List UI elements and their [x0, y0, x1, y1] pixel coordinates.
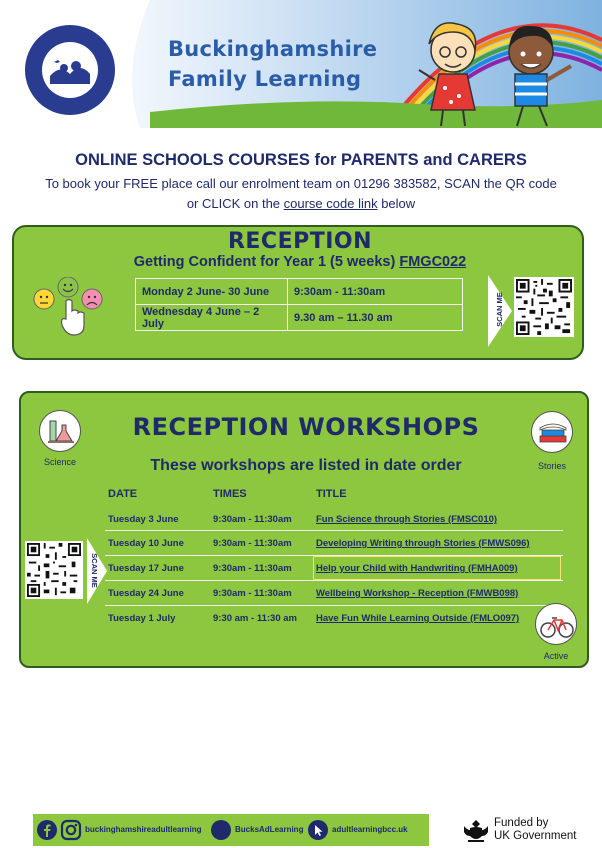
- row-divider: [105, 605, 563, 606]
- twitter-handle[interactable]: BucksAdLearning: [235, 825, 304, 834]
- brand-line-1: Buckinghamshire: [168, 37, 378, 61]
- scan-me-label: SCAN ME: [494, 292, 504, 327]
- course-title: Getting Confident for Year 1 (5 weeks): [133, 254, 400, 270]
- workshop-date: Tuesday 10 June: [108, 538, 184, 549]
- workshop-date: Tuesday 3 June: [108, 514, 179, 525]
- scan-me-label: SCAN ME: [89, 553, 99, 588]
- instagram-icon[interactable]: [60, 819, 82, 841]
- table-row: [136, 305, 463, 331]
- col-header-title: TITLE: [316, 488, 347, 500]
- stories-label: Stories: [537, 461, 566, 471]
- workshop-time: 9:30am - 11:30am: [213, 588, 292, 599]
- science-icon: [39, 410, 81, 452]
- session-dates: Wednesday 4 June – 2 July: [136, 305, 288, 331]
- reception-schedule-table: [135, 278, 463, 331]
- reception-qr-code[interactable]: [514, 277, 574, 337]
- feelings-emoji-icon: [32, 277, 112, 339]
- intro-instructions: To book your FREE place call our enrolment team on 01296 383582, SCAN the QR code: [45, 176, 557, 191]
- funded-line-1: Funded by: [494, 817, 549, 829]
- cursor-icon[interactable]: [307, 819, 329, 841]
- workshops-heading: RECEPTION WORKSHOPS: [132, 413, 480, 441]
- session-time: 9:30am - 11:30am: [288, 279, 463, 305]
- workshop-link-fmsc010[interactable]: Fun Science through Stories (FMSC010): [316, 514, 498, 525]
- row-divider: [105, 580, 563, 581]
- intro-instructions-2: [0, 196, 602, 211]
- science-label: Science: [43, 457, 77, 467]
- workshop-link-fmha009[interactable]: Help your Child with Handwriting (FMHA009): [316, 563, 518, 574]
- reception-heading: RECEPTION: [227, 229, 373, 254]
- social-handle[interactable]: buckinghamshireadultlearning: [85, 825, 202, 834]
- active-icon: [535, 603, 577, 645]
- footer-social-bar: [33, 814, 429, 846]
- active-label: Active: [543, 651, 569, 661]
- workshop-date: Tuesday 17 June: [108, 563, 184, 574]
- brand-line-2: Family Learning: [168, 67, 362, 91]
- intro-suffix: below: [377, 196, 416, 211]
- stories-icon: [531, 411, 573, 453]
- course-code-link[interactable]: course code link: [283, 196, 378, 211]
- workshop-link-fmws096[interactable]: Developing Writing through Stories (FMWS096): [316, 538, 530, 549]
- workshop-time: 9:30am - 11:30am: [213, 563, 292, 574]
- col-header-date: DATE: [108, 488, 138, 500]
- facebook-icon[interactable]: [36, 819, 58, 841]
- session-dates: Monday 2 June- 30 June: [136, 279, 288, 305]
- workshop-time: 9:30am - 11:30am: [213, 514, 292, 525]
- row-divider: [105, 530, 563, 531]
- twitter-icon[interactable]: [210, 819, 232, 841]
- workshop-date: Tuesday 24 June: [108, 588, 184, 599]
- course-code-fmgc022-link[interactable]: FMGC022: [399, 254, 467, 270]
- reception-workshops-section: [19, 391, 589, 668]
- reception-course-title: [14, 254, 586, 270]
- intro-title: ONLINE SCHOOLS COURSES for PARENTS and CARERS: [75, 151, 527, 169]
- council-logo: [24, 24, 116, 116]
- workshop-date: Tuesday 1 July: [108, 613, 176, 624]
- col-header-times: TIMES: [213, 488, 247, 500]
- workshop-time: 9:30 am - 11:30 am: [213, 613, 297, 624]
- workshop-time: 9:30am - 11:30am: [213, 538, 292, 549]
- workshop-link-fmwb098[interactable]: Wellbeing Workshop - Reception (FMWB098): [316, 588, 519, 599]
- children-illustration: [405, 14, 585, 128]
- workshops-qr-code[interactable]: [25, 541, 83, 599]
- brand-title: [168, 34, 377, 94]
- header-banner: [0, 0, 602, 128]
- workshops-subheading: These workshops are listed in date order: [150, 457, 462, 474]
- session-time: 9.30 am – 11.30 am: [288, 305, 463, 331]
- workshop-link-fmlo097[interactable]: Have Fun While Learning Outside (FMLO097): [316, 613, 520, 624]
- table-row: [136, 279, 463, 305]
- bicycle-icon: [536, 604, 578, 646]
- funded-by-text: [494, 817, 576, 843]
- reception-section: [12, 225, 584, 360]
- intro-prefix: or CLICK on the: [186, 196, 284, 211]
- flask-icon: [40, 411, 82, 453]
- website-link[interactable]: adultlearningbcc.uk: [332, 825, 408, 834]
- books-icon: [532, 412, 574, 454]
- funded-line-2: UK Government: [494, 830, 577, 842]
- uk-government-crest-icon: [462, 818, 490, 844]
